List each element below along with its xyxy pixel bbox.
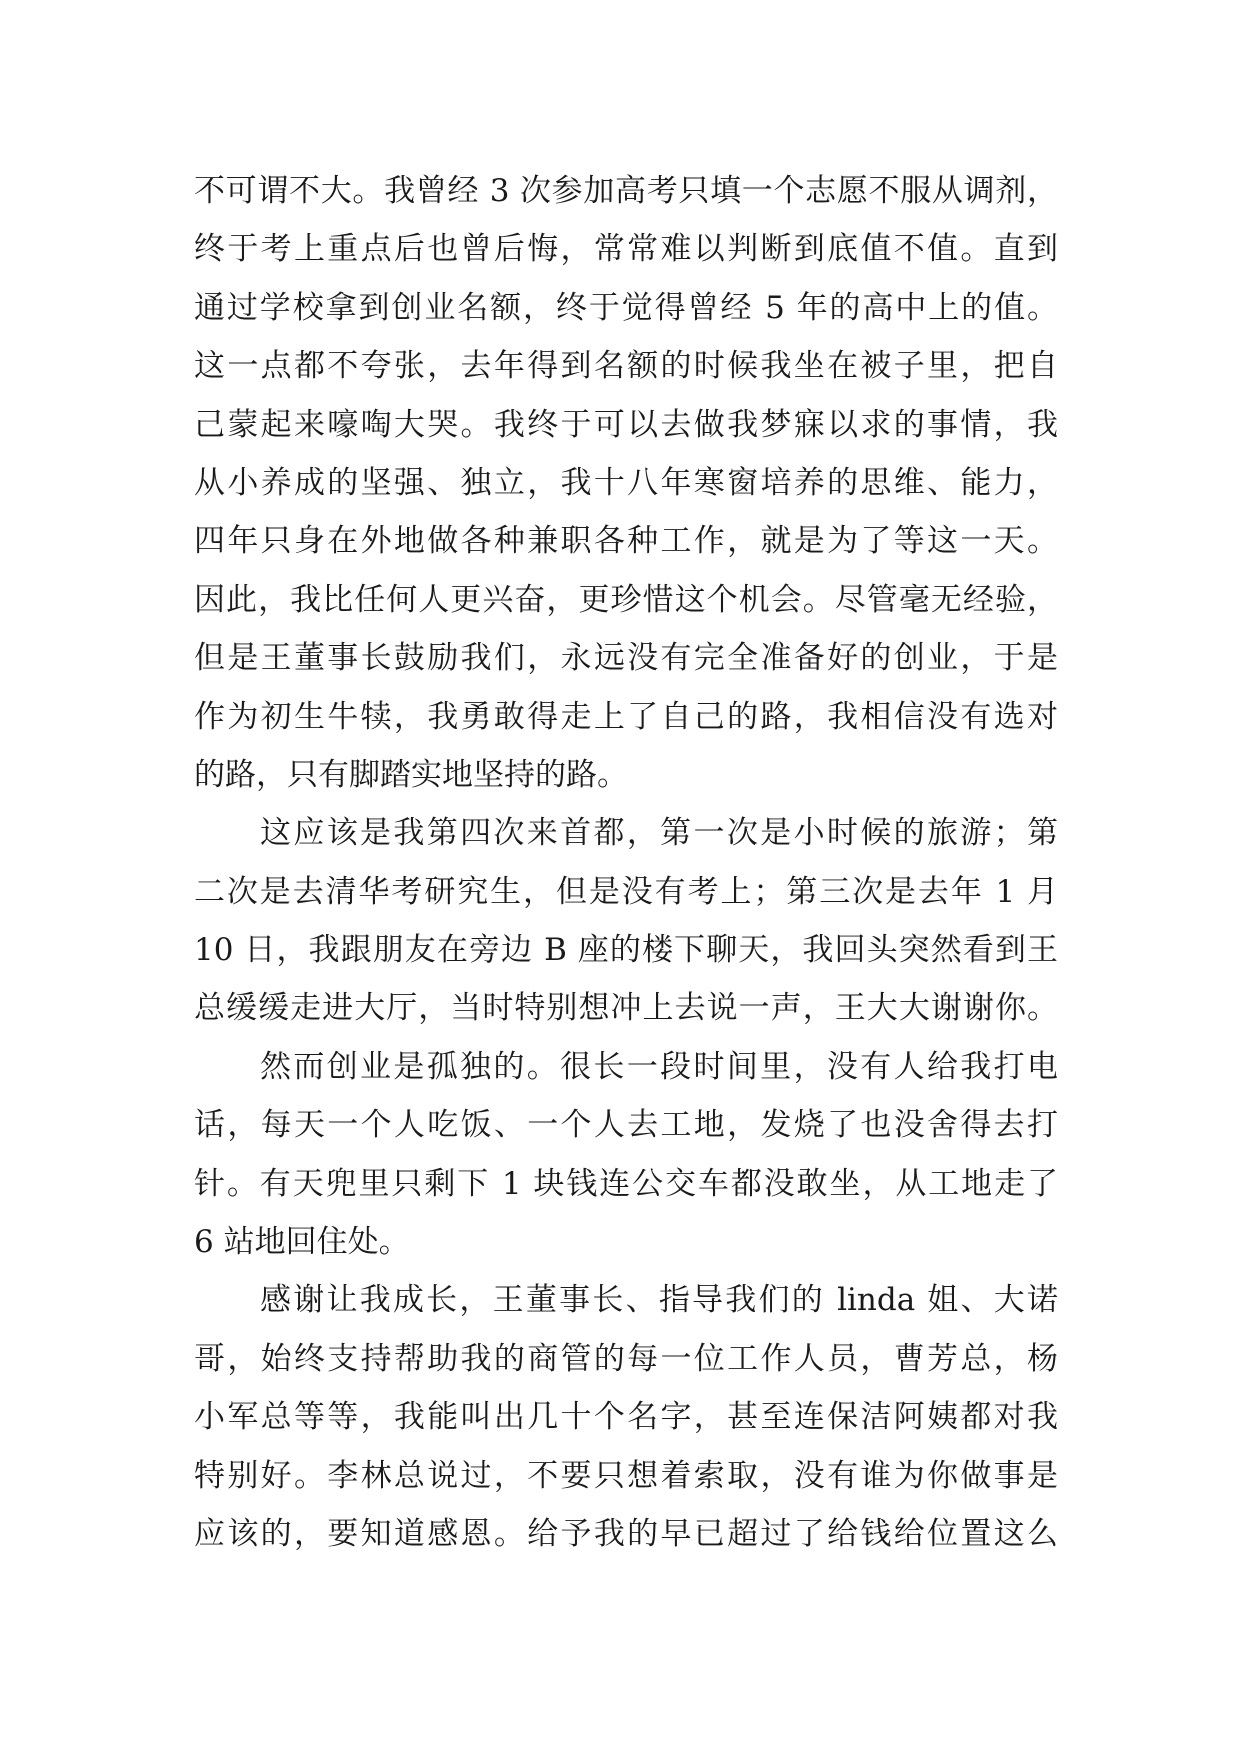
- text-line: 的路，只有脚踏实地坚持的路。: [194, 756, 628, 793]
- text-line: 通过学校拿到创业名额，终于觉得曾经 5 年的高中上的值。: [194, 289, 1058, 326]
- text-line: 不可谓不大。我曾经 3 次参加高考只填一个志愿不服从调剂，: [194, 173, 1058, 209]
- text-line: 作为初生牛犊，我勇敢得走上了自己的路，我相信没有选对: [194, 698, 1058, 735]
- text-line: 10 日，我跟朋友在旁边 B 座的楼下聊天，我回头突然看到王: [194, 932, 1058, 969]
- text-line: 感谢让我成长，王董事长、指导我们的 linda 姐、大诺: [260, 1282, 1058, 1319]
- text-line: 特别好。李林总说过，不要只想着索取，没有谁为你做事是: [194, 1457, 1058, 1494]
- paragraph: [194, 1038, 1058, 1272]
- text-line: 这一点都不夸张，去年得到名额的时候我坐在被子里，把自: [194, 348, 1058, 385]
- text-line: 这应该是我第四次来首都，第一次是小时候的旅游；第: [260, 815, 1058, 852]
- text-line: 话，每天一个人吃饭、一个人去工地，发烧了也没舍得去打: [194, 1107, 1058, 1144]
- text-line: 总缓缓走进大厅，当时特别想冲上去说一声，王大大谢谢你。: [194, 990, 1058, 1027]
- paragraph: [194, 162, 1058, 804]
- body-text: [194, 162, 1058, 1563]
- text-line: 哥，始终支持帮助我的商管的每一位工作人员，曹芳总，杨: [194, 1340, 1058, 1377]
- text-line: 然而创业是孤独的。很长一段时间里，没有人给我打电: [260, 1048, 1058, 1085]
- text-line: 因此，我比任何人更兴奋，更珍惜这个机会。尽管毫无经验，: [194, 581, 1058, 618]
- text-line: 己蒙起来嚎啕大哭。我终于可以去做我梦寐以求的事情，我: [194, 406, 1058, 443]
- text-line: 6 站地回住处。: [194, 1224, 410, 1261]
- text-line: 针。有天兜里只剩下 1 块钱连公交车都没敢坐，从工地走了: [194, 1165, 1058, 1202]
- text-line: 但是王董事长鼓励我们，永远没有完全准备好的创业，于是: [194, 640, 1058, 677]
- text-line: 四年只身在外地做各种兼职各种工作，就是为了等这一天。: [194, 523, 1058, 560]
- text-line: 终于考上重点后也曾后悔，常常难以判断到底值不值。直到: [194, 231, 1058, 268]
- paragraph: [194, 804, 1058, 1038]
- text-line: 小军总等等，我能叫出几十个名字，甚至连保洁阿姨都对我: [194, 1399, 1058, 1436]
- paragraph: [194, 1271, 1058, 1563]
- text-line: 应该的，要知道感恩。给予我的早已超过了给钱给位置这么: [194, 1515, 1058, 1552]
- text-line: 从小养成的坚强、独立，我十八年寒窗培养的思维、能力，: [194, 464, 1058, 501]
- text-line: 二次是去清华考研究生，但是没有考上；第三次是去年 1 月: [194, 873, 1058, 910]
